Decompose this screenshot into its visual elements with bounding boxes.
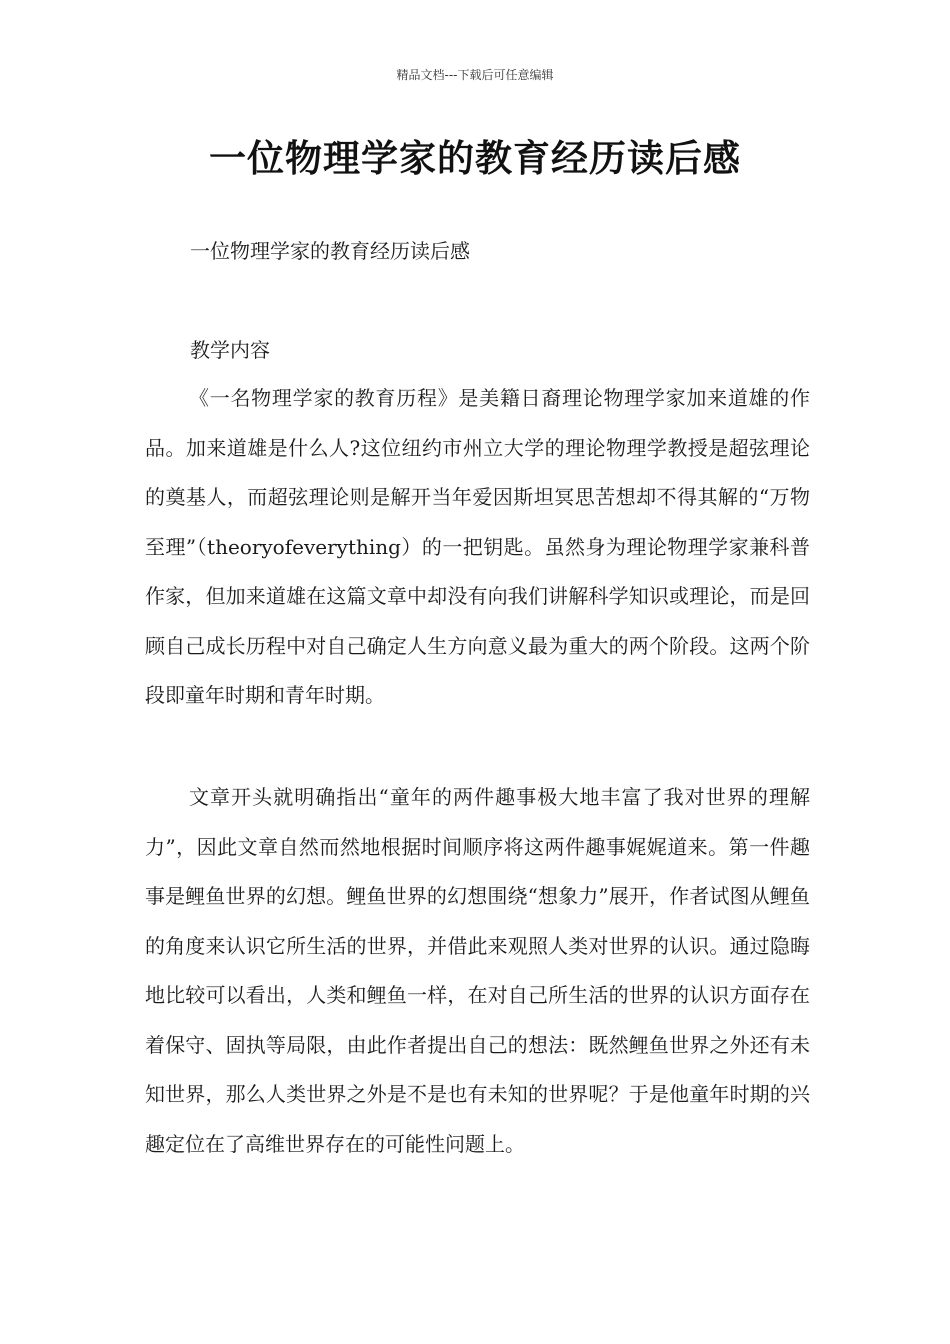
header-note: 精品文档---下载后可任意编辑 — [396, 68, 554, 82]
document-subtitle: 一位物理学家的教育经历读后感 — [190, 239, 470, 263]
section-heading: 教学内容 — [190, 338, 270, 362]
body-paragraph-1: 《一名物理学家的教育历程》是美籍日裔理论物理学家加来道雄的作品。加来道雄是什么人?这位纽约市州立大学的理论物理学教授是超弦理论的奠基人，而超弦理论则是解开当年爱因斯坦冥思苦想却不得其解的“万物至理”（theoryofeverything）的一把钥匙。虽然身为理论物理学家兼科普作家，但加来道雄在这篇文章中却没有向我们讲解科学知识或理论，而是回顾自己成长历程中对自己确定人生方向意义最为重大的两个阶段。这两个阶段即童年时期和青年时期。 — [145, 386, 810, 707]
document-title: 一位物理学家的教育经历读后感 — [209, 137, 741, 180]
body-paragraph-2: 文章开头就明确指出“童年的两件趣事极大地丰富了我对世界的理解力”，因此文章自然而然地根据时间顺序将这两件趣事娓娓道来。第一件趣事是鲤鱼世界的幻想。鲤鱼世界的幻想围绕“想象力”展开，作者试图从鲤鱼的角度来认识它所生活的世界，并借此来观照人类对世界的认识。通过隐晦地比较可以看出，人类和鲤鱼一样，在对自己所生活的世界的认识方面存在着保守、固执等局限，由此作者提出自己的想法：既然鲤鱼世界之外还有未知世界，那么人类世界之外是不是也有未知的世界呢？于是他童年时期的兴趣定位在了高维世界存在的可能性问题上。 — [145, 785, 810, 1156]
